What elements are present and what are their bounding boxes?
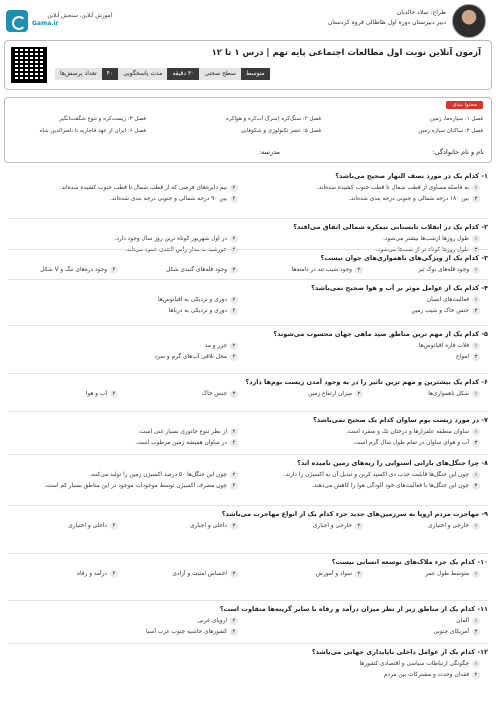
question-stem: کدام یک از مناطق زیر از نظر میزان درآمد و رفاه با سایر گزینه‌ها متفاوت است؟ [219,605,476,613]
option-text: از نظر تنوع جانوری بسیار غنی است. [138,429,227,435]
option-text: فلات قاره اقیانوس‌ها [418,343,469,349]
option-number-badge: ۱ [472,570,480,578]
option-text: خورشید به مدار رأس الجدی عمود می‌تابد. [125,247,227,253]
answer-option[interactable] [146,628,238,636]
exam-info-row [55,68,270,80]
option-number-badge: ۲ [355,390,363,398]
question-text [8,416,488,424]
question-stem: مهاجرت مردم اروپا به سرزمین‌های جدید جزء کدام یک از انواع مهاجرت می‌باشد؟ [221,510,480,518]
author-block [286,8,446,28]
question-divider [8,600,488,601]
question-number: ۱۱- [477,605,488,613]
option-number-badge: ۱ [472,617,480,625]
question-divider [8,505,488,506]
option-text: محل تلاقی آب‌های گرم و سرد [154,354,227,360]
question-divider [8,643,488,644]
question-text [8,172,488,180]
option-text: وجود قله‌های گنبدی شکل [166,267,227,273]
question-stem: کدام یک جزء ملاک‌های توسعه انسانی نیست؟ [331,558,476,566]
answer-option[interactable] [190,522,238,530]
question-number: ۲- [481,223,488,231]
answer-option[interactable] [86,390,118,398]
answer-option[interactable] [284,471,481,479]
option-number-badge: ۱ [472,296,480,304]
option-text: آب و هوا [85,391,107,397]
option-text: فعالیت‌های انسان [426,297,469,303]
question-divider [8,454,488,455]
option-number-badge: ۳ [472,307,480,315]
question-number: ۹- [481,510,488,518]
option-text: جنس خاک [201,391,227,397]
answer-option[interactable] [349,195,480,203]
option-text: داخلی و اجباری [189,523,227,529]
option-text: درآمد و رفاه [77,571,107,577]
question-number: ۴- [481,284,488,292]
option-number-badge: ۲ [355,266,363,274]
option-number-badge: ۴ [110,570,118,578]
answer-option[interactable] [110,195,238,203]
answer-option[interactable] [346,428,480,436]
option-number-badge: ۲ [230,184,238,192]
option-text: متوسط طول عمر [425,571,469,577]
question-stem: کدام یک بیشترین و مهم ترین تاثیر را در به وجود آمدن زیست بوم‌ها دارد؟ [245,378,480,386]
option-text: وجود دره‌های تنگ و V شکل [40,267,107,273]
option-text: بین ۱۸۰ درجه شمالی و جنوبی درجه بندی شده‌اند. [348,196,469,202]
option-number-badge: ۲ [230,471,238,479]
answer-option[interactable] [172,570,238,578]
answer-option[interactable] [383,235,480,243]
question-divider [8,411,488,412]
option-text: میزان ارتفاع زمین [308,391,352,397]
answer-option[interactable] [115,235,239,243]
question-text [8,605,488,613]
answer-option[interactable] [89,471,238,479]
option-text: داخلی و اختیاری [68,523,107,529]
author-name: طراح: سلاد خالدیان [396,9,446,16]
option-text: وجود شیب تند در دامنه‌ها [291,267,352,273]
student-info-row [6,148,490,160]
answer-option[interactable] [312,482,480,490]
option-text: آلمان [456,618,469,624]
question-number: ۶- [481,378,488,386]
option-text: دوری و نزدیکی به دریاها [168,308,227,314]
question-text [8,378,488,386]
option-text: کشورهای حاشیه جنوب غرب آسیا [146,629,227,635]
page-header [0,0,496,40]
question-divider [8,325,488,326]
answer-option[interactable] [384,671,480,679]
answer-option[interactable] [202,390,238,398]
question-number: ۸- [481,459,488,467]
option-text: امواج [455,354,469,360]
difficulty-label: سطح سختی [199,68,240,80]
option-text: چون مصرف اکسیژن توسط موجودات موجود در این مناطق بسیار کم است. [44,483,227,489]
question-count-label: تعداد پرسش‌ها [55,68,102,80]
option-number-badge: ۳ [472,628,480,636]
gama-logo-icon[interactable] [6,10,28,32]
option-text: طول روزها ازشب‌ها بیشتر می‌شود. [383,236,469,242]
question-stem: کدام یک از ویژگی‌های ناهمواری‌های جوان نیست؟ [320,254,480,262]
answer-option[interactable] [169,307,238,315]
answer-option[interactable] [419,342,480,350]
difficulty-value: متوسط [241,68,270,80]
option-number-badge: ۲ [355,570,363,578]
answer-option[interactable] [316,570,363,578]
answer-option[interactable] [158,296,238,304]
option-number-badge: ۴ [230,307,238,315]
answer-option[interactable] [433,628,480,636]
chapter-item: فصل ۵: عصر تکنولوژی و شکوفایی [240,128,321,134]
option-number-badge: ۱ [472,235,480,243]
question-text [8,284,488,292]
answer-option[interactable] [313,522,363,530]
option-text: خارجی و اجباری [312,523,352,529]
option-text: اروپای غربی [197,618,227,624]
chapter-item: فصل ۴: ساکنان سیاره زمین [418,128,483,134]
option-number-badge: ۳ [472,482,480,490]
question-count-value: ۴۰ [102,68,118,80]
answer-option[interactable] [135,439,238,447]
answer-option[interactable] [205,342,238,350]
answer-option[interactable] [154,353,238,361]
logo-domain[interactable]: Gama.ir [32,20,59,27]
option-text: به فاصله مساوی از قطب شمال تا قطب جنوب کشیده شده‌اند. [316,185,469,191]
option-text: سواد و آموزش [315,571,352,577]
exam-title: آزمون آنلاین نوبت اول مطالعات اجتماعی پایه نهم | درس ۱ تا ۱۲ [211,48,481,58]
question-divider [8,249,488,250]
answer-option[interactable] [125,246,238,254]
answer-option[interactable] [292,266,363,274]
answer-option[interactable] [428,522,480,530]
option-text: چون این جنگل‌ها قابلیت جذب دی اکسید کربن و تبدیل آن به اکسیژن را دارند. [283,472,469,478]
option-number-badge: ۱ [472,660,480,668]
option-number-badge: ۳ [230,266,238,274]
option-number-badge: ۴ [230,195,238,203]
answer-option[interactable] [317,184,480,192]
question-text [8,330,488,338]
answer-option[interactable] [428,390,480,398]
student-name-label[interactable]: نام و نام خانوادگی: [432,148,484,156]
content-tag: محتوا بندی [446,101,483,109]
question-number: ۱۲- [477,648,488,656]
answer-option[interactable] [376,246,480,254]
option-number-badge: ۲ [230,617,238,625]
option-text: احساس امنیت و آزادی [172,571,227,577]
chapter-item: فصل ۶: ایران از عهد قاجاریه تا ناصرالدین شاه [39,128,146,134]
option-number-badge: ۱ [472,428,480,436]
answer-option[interactable] [353,439,480,447]
question-divider [8,553,488,554]
question-text [8,558,488,566]
option-number-badge: ۲ [472,671,480,679]
option-number-badge: ۳ [472,246,480,254]
chapter-item: فصل ۲: سنگ‌کره (سرگ آب‌کره و هواکره [225,116,321,122]
answer-option[interactable] [60,184,239,192]
answer-option[interactable] [44,482,238,490]
answer-option[interactable] [40,266,118,274]
option-text: در ساوان همیشه زمین مرطوب است. [135,440,227,446]
question-stem: کدام یک در انقلاب تابستانی نیمکره شمالی اتفاق می‌افتد؟ [293,223,480,231]
chapter-item: فصل ۱: سیاره‌ما، زمین [430,116,483,122]
question-text [8,459,488,467]
answer-option[interactable] [360,660,480,668]
option-text: ساوان منطقه علفزارها و درختان تک و منفرد است. [345,429,469,435]
option-number-badge: ۴ [110,266,118,274]
option-text: آمریکای جنوبی [433,629,469,635]
answer-option[interactable] [77,570,118,578]
option-text: جنس خاک و شیب زمین [411,308,469,314]
answer-option[interactable] [166,266,238,274]
question-stem: کدام یک از عوامل داخلی ناپایداری جهانی می‌باشد؟ [311,648,476,656]
question-divider [8,373,488,374]
qr-code-icon [11,47,47,83]
option-text: خارجی و اختیاری [428,523,469,529]
option-text: چون این جنگل‌ها با فعالیت‌های خود آلودگی هوا را کاهش می‌دهند. [312,483,469,489]
option-number-badge: ۳ [230,390,238,398]
answer-option[interactable] [425,570,480,578]
question-text [8,510,488,518]
question-number: ۷- [481,416,488,424]
option-text: وجود قله‌های نوک تیز [417,267,469,273]
option-number-badge: ۴ [230,482,238,490]
option-number-badge: ۱ [472,471,480,479]
question-stem: کدام یک در مورد نصف النهار صحیح می‌باشد؟ [335,172,480,180]
option-number-badge: ۲ [355,522,363,530]
question-number: ۵- [481,330,488,338]
question-text [8,223,488,231]
question-text [8,254,488,262]
question-number: ۱۰- [477,558,488,566]
answer-option[interactable] [427,296,480,304]
option-number-badge: ۴ [230,246,238,254]
option-text: شکل ناهمواری‌ها [428,391,469,397]
option-text: چون این جنگل‌ها ۵۰ درصد اکسیژن زمین را تولید می‌کنند. [89,472,227,478]
question-stem: در مورد زیست بوم ساوان کدام یک صحیح نمی‌باشد؟ [312,416,480,424]
duration-value: ۳۰ دقیقه [167,68,199,80]
option-number-badge: ۱ [472,184,480,192]
exam-title-box [4,40,492,90]
option-text: چگونگی ارتباطات سیاسی و اقتصادی کشورها [359,661,469,667]
option-text: طول روزها کوتاه تر از شب‌ها می‌شود. [375,247,469,253]
option-number-badge: ۳ [472,439,480,447]
option-number-badge: ۱ [472,390,480,398]
duration-label: مدت پاسخگویی [118,68,167,80]
question-stem: کدام یک از عوامل موثر بر آب و هوا صحیح نمی‌باشد؟ [311,284,480,292]
option-text: فقدان وحدت و مشترکات بین مردم [384,672,469,678]
option-number-badge: ۳ [230,522,238,530]
option-number-badge: ۱ [472,266,480,274]
answer-option[interactable] [68,522,118,530]
question-stem: کدام یک از مهم ترین مناطق صید ماهی جهان محسوب می‌شوند؟ [273,330,480,338]
author-avatar [452,4,486,38]
option-number-badge: ۲ [230,296,238,304]
answer-option[interactable] [411,307,480,315]
answer-option[interactable] [456,353,480,361]
question-number: ۱- [481,172,488,180]
option-number-badge: ۴ [230,628,238,636]
question-stem: چرا جنگل‌های بارانی استوایی را ریه‌های زمین نامیده اند؟ [297,459,480,467]
answer-option[interactable] [418,266,480,274]
answer-option[interactable] [308,390,363,398]
option-number-badge: ۲ [230,342,238,350]
option-number-badge: ۳ [230,570,238,578]
question-divider [8,218,488,219]
option-number-badge: ۳ [472,353,480,361]
option-number-badge: ۴ [230,439,238,447]
option-text: دوری و نزدیکی به اقیانوس‌ها [157,297,227,303]
answer-option[interactable] [138,428,238,436]
logo-caption [32,12,112,28]
option-number-badge: ۲ [230,235,238,243]
option-number-badge: ۴ [230,353,238,361]
option-number-badge: ۱ [472,522,480,530]
option-number-badge: ۴ [110,390,118,398]
option-number-badge: ۲ [230,428,238,436]
option-text: جزر و مد [204,343,227,349]
option-text: آب و هوای ساوان در تمام طول سال گرم است. [353,440,469,446]
answer-option[interactable] [197,617,238,625]
question-text [8,648,488,656]
option-text: نیم دایره‌های فرضی که از قطب شمال تا قطب جنوب کشیده شده‌اند. [59,185,227,191]
question-divider [8,279,488,280]
option-number-badge: ۱ [472,342,480,350]
answer-option[interactable] [456,617,480,625]
option-number-badge: ۳ [472,195,480,203]
option-number-badge: ۴ [110,522,118,530]
option-text: بین ۹۰ درجه شمالی و جنوبی درجه بندی شده‌اند. [109,196,227,202]
author-description: دبیر دبیرستان دوره اول ظاظالی قروه کردستان [327,19,446,26]
logo-slogan: آموزش آنلاین، سنجش آنلاین [47,13,112,19]
school-label[interactable]: مدرسه: [258,148,280,156]
question-number: ۳- [481,254,488,262]
option-text: در اول شهریور کوتاه ترین روز سال وجود دارد. [114,236,227,242]
chapter-item: فصل ۳: زیست‌کره و تنوع شگفت‌انگیز [59,116,146,122]
